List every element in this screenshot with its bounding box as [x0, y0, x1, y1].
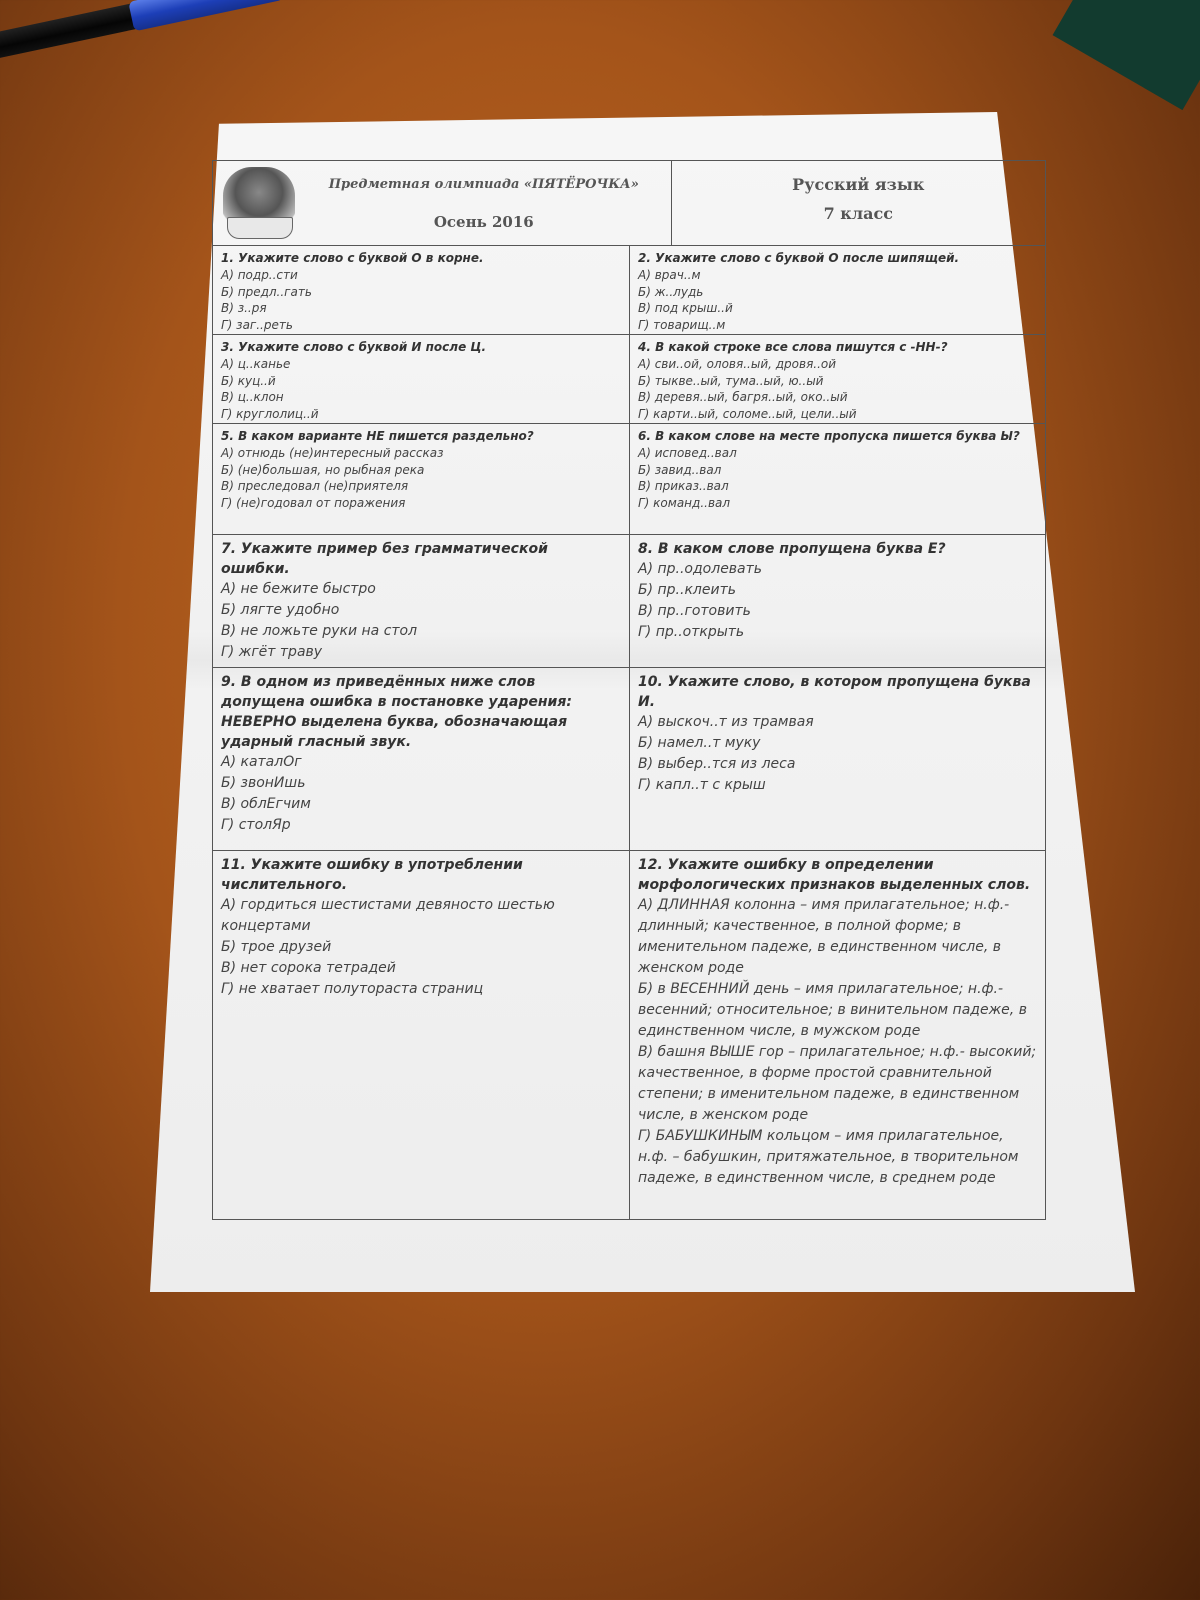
question-6	[629, 424, 1045, 534]
option-a: А) каталОг	[221, 754, 302, 770]
option-a: А) гордиться шестистами девяносто шестью концертами	[221, 897, 555, 934]
question-9	[213, 668, 629, 850]
option-a: А) отнюдь (не)интересный рассказ	[221, 446, 444, 460]
option-v: В) выбер..тся из леса	[638, 756, 796, 772]
option-a: А) не бежите быстро	[221, 581, 376, 597]
question-title: 10. Укажите слово, в котором пропущена буква И.	[638, 674, 1031, 710]
option-v: В) з..ря	[221, 301, 267, 315]
option-a: А) исповед..вал	[638, 446, 737, 460]
option-g: Г) команд..вал	[638, 495, 731, 510]
option-a: А) выскоч..т из трамвая	[638, 714, 814, 730]
option-b: Б) предл..гать	[221, 284, 312, 299]
question-title: 7. Укажите пример без грамматической ошибки.	[221, 541, 548, 577]
grade-label: 7 класс	[823, 204, 893, 223]
option-b: Б) звонИшь	[221, 775, 306, 791]
option-v: В) преследовал (не)приятеля	[221, 479, 409, 493]
question-row	[213, 668, 1045, 851]
question-title: 9. В одном из приведённых ниже слов допущена ошибка в постановке ударения: НЕВЕРНО выделена буква, обозначающая ударный гласный звук.	[221, 674, 572, 750]
option-g: Г) БАБУШКИНЫМ кольцом – имя прилагательное, н.ф. – бабушкин, притяжательное, в творительном падеже, в единственном числе, в среднем роде	[638, 1128, 1019, 1186]
option-b: Б) (не)большая, но рыбная река	[221, 462, 425, 477]
subject-label: Русский язык	[792, 175, 925, 194]
question-1	[213, 246, 629, 334]
question-title: 5. В каком варианте НЕ пишется раздельно?	[221, 429, 534, 443]
option-v: В) под крыш..й	[638, 301, 733, 315]
option-v: В) нет сорока тетрадей	[221, 960, 396, 976]
option-v: В) деревя..ый, багря..ый, око..ый	[638, 390, 848, 404]
pen-grip	[128, 0, 291, 31]
option-b: Б) куц..й	[221, 373, 276, 388]
option-v: В) пр..готовить	[638, 603, 751, 619]
option-v: В) ц..клон	[221, 390, 284, 404]
option-g: Г) капл..т с крыш	[638, 777, 766, 793]
question-8	[629, 535, 1045, 667]
question-title: 4. В какой строке все слова пишутся с -НН-?	[638, 340, 948, 354]
option-b: Б) намел..т муку	[638, 735, 761, 751]
option-g: Г) заг..реть	[221, 317, 293, 332]
option-a: А) ДЛИННАЯ колонна – имя прилагательное; н.ф.- длинный; качественное, в полной форме; в именительном падеже, в единственном числе, в женском роде	[638, 897, 1010, 976]
question-10	[629, 668, 1045, 850]
option-g: Г) не хватает полутораста страниц	[221, 981, 484, 997]
season-label: Осень 2016	[433, 213, 534, 231]
option-a: А) пр..одолевать	[638, 561, 763, 577]
question-title: 6. В каком слове на месте пропуска пишется буква Ы?	[638, 429, 1020, 443]
book-icon	[227, 217, 293, 239]
question-title: 1. Укажите слово с буквой О в корне.	[221, 251, 484, 265]
option-g: Г) карти..ый, соломе..ый, цели..ый	[638, 406, 857, 421]
question-row	[213, 535, 1045, 668]
olympiad-form	[212, 160, 1046, 1220]
option-g: Г) товарищ..м	[638, 317, 726, 332]
option-g: Г) пр..открыть	[638, 624, 745, 640]
option-b: Б) трое друзей	[221, 939, 332, 955]
option-b: Б) лягте удобно	[221, 602, 340, 618]
question-7	[213, 535, 629, 667]
question-title: 8. В каком слове пропущена буква Е?	[638, 541, 946, 557]
option-v: В) башня ВЫШЕ гор – прилагательное; н.ф.- высокий; качественное, в форме простой сравнительной степени; в именительном падеже, в единственном числе, в женском роде	[638, 1044, 1037, 1123]
option-g: Г) круглолиц..й	[221, 406, 319, 421]
olympiad-title: Предметная олимпиада «ПЯТЁРОЧКА»	[328, 177, 639, 192]
pen-barrel	[0, 3, 139, 64]
option-b: Б) тыкве..ый, тума..ый, ю..ый	[638, 373, 824, 388]
option-v: В) не ложьте руки на стол	[221, 623, 418, 639]
question-5	[213, 424, 629, 534]
option-a: А) ц..канье	[221, 357, 291, 371]
option-v: В) облЕгчим	[221, 796, 311, 812]
option-b: Б) ж..лудь	[638, 284, 704, 299]
form-header	[213, 161, 1045, 246]
question-2	[629, 246, 1045, 334]
header-subject-cell	[672, 161, 1045, 245]
option-g: Г) (не)годовал от поражения	[221, 495, 406, 510]
option-a: А) подр..сти	[221, 268, 298, 282]
question-row	[213, 851, 1045, 1219]
option-a: А) врач..м	[638, 268, 701, 282]
question-title: 2. Укажите слово с буквой О после шипящей.	[638, 251, 960, 265]
option-a: А) сви..ой, оловя..ый, дровя..ой	[638, 357, 837, 371]
question-row	[213, 246, 1045, 335]
question-row	[213, 424, 1045, 535]
question-title: 11. Укажите ошибку в употреблении числительного.	[221, 857, 523, 893]
option-b: Б) пр..клеить	[638, 582, 736, 598]
question-row	[213, 335, 1045, 424]
desk-object-corner	[1053, 0, 1200, 110]
option-g: Г) столЯр	[221, 817, 291, 833]
question-4	[629, 335, 1045, 423]
option-b: Б) завид..вал	[638, 462, 722, 477]
option-v: В) приказ..вал	[638, 479, 729, 493]
header-title-cell	[213, 161, 672, 245]
question-12	[629, 851, 1045, 1219]
question-11	[213, 851, 629, 1219]
option-g: Г) жгёт траву	[221, 644, 323, 660]
question-3	[213, 335, 629, 423]
option-b: Б) в ВЕСЕННИЙ день – имя прилагательное; н.ф.- весенний; относительное; в винительном падеже, в единственном числе, в мужском роде	[638, 981, 1027, 1039]
question-title: 12. Укажите ошибку в определении морфологических признаков выделенных слов.	[638, 857, 1031, 893]
pen	[0, 0, 395, 73]
question-title: 3. Укажите слово с буквой И после Ц.	[221, 340, 487, 354]
